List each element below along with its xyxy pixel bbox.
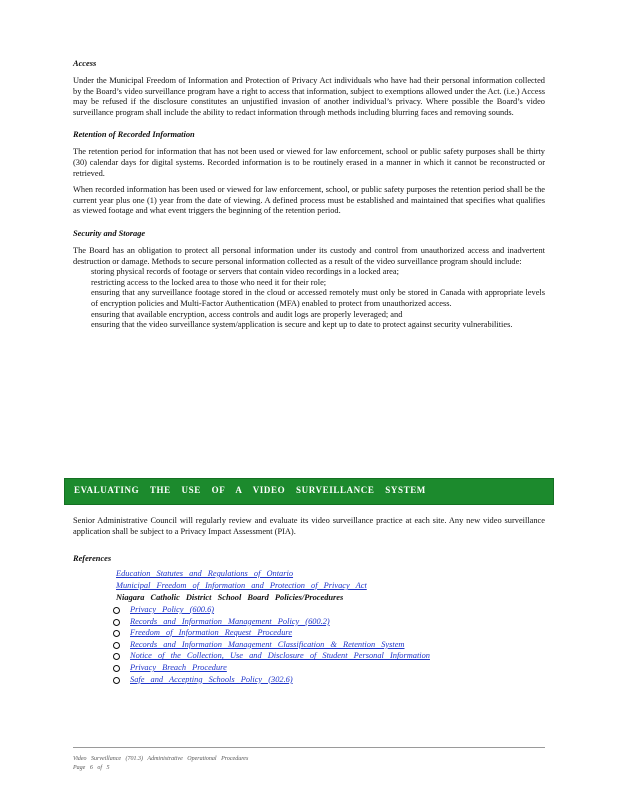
- evaluating-banner: [64, 478, 554, 505]
- footer-divider: [73, 747, 545, 748]
- reference-link-mfippa[interactable]: Municipal Freedom of Information and Protection of Privacy Act: [116, 581, 367, 590]
- evaluating-section: [73, 516, 545, 537]
- list-item: [73, 627, 545, 639]
- references-section: [73, 553, 545, 685]
- circle-bullet-icon: [113, 677, 120, 684]
- footer-title: Video Surveillance (701.3) Administrative Operational Procedures: [73, 756, 249, 762]
- security-list: [73, 267, 545, 331]
- evaluating-body: Senior Administrative Council will regularly review and evaluate its video surveillance practice at each site. Any new video surveillance application shall be subject to a Privacy Impact Assessment (PIA).: [73, 516, 545, 536]
- list-item: ensuring that available encryption, access controls and audit logs are properly leveraged; and: [91, 309, 403, 319]
- policy-link[interactable]: Records and Information Management Policy (600.2): [130, 616, 330, 626]
- security-heading: Security and Storage: [73, 228, 146, 238]
- list-item: storing physical records of footage or servers that contain video recordings in a locked area;: [91, 267, 399, 277]
- circle-bullet-icon: [113, 630, 120, 637]
- list-item: [73, 580, 545, 592]
- retention-heading: Retention of Recorded Information: [73, 130, 195, 140]
- circle-bullet-icon: [113, 642, 120, 649]
- list-item: [73, 639, 545, 651]
- list-item: [73, 662, 545, 674]
- banner-title: EVALUATING THE USE OF A VIDEO SURVEILLANCE SYSTEM: [74, 485, 426, 495]
- policy-link[interactable]: Privacy Policy (600.6): [130, 605, 215, 614]
- footer-page-number: Page 6 of 5: [73, 765, 110, 771]
- retention-paragraph-2: When recorded information has been used or viewed for law enforcement, school, or public safety purposes the retention period shall be the current year plus one (1) year from the date of viewing. A defined process must be established and maintained that specifies what qualifies as viewed footage and what event triggers the beginning of the retention period.: [73, 185, 545, 216]
- page-footer: [73, 755, 248, 773]
- retention-paragraph-1: The retention period for information that has not been used or viewed for law enforcement, school or public safety purposes shall be thirty (30) calendar days for digital systems. Recorded information is to be routinely erased in a manner in which it cannot be reconstructed or retrieved.: [73, 147, 545, 178]
- circle-bullet-icon: [113, 619, 120, 626]
- policy-sub-list: [73, 604, 545, 685]
- reference-link-education-statutes[interactable]: Education Statutes and Regulations of Ontario: [116, 569, 294, 578]
- security-section: [73, 228, 545, 331]
- main-content: [73, 58, 545, 342]
- access-body: Under the Municipal Freedom of Information and Protection of Privacy Act individuals who have had their personal information collected by the Board’s video surveillance program have a right to access that information, subject to exemptions allowed under the Act. (i.e.) Access may be refused if the disclosure constitutes an unjustified invasion of another individual’s privacy. Where possible the Board’s video surveillance program shall include the ability to redact information through methods including blurring faces and removing sounds.: [73, 76, 545, 117]
- circle-bullet-icon: [113, 665, 120, 672]
- security-intro: The Board has an obligation to protect all personal information under its custody and control from unauthorized access and inadvertent destruction or damage. Methods to secure personal information collected as a result of the video surveillance program should include:: [73, 245, 545, 266]
- policy-link[interactable]: Privacy Breach Procedure: [130, 662, 227, 672]
- circle-bullet-icon: [113, 653, 120, 660]
- list-item: [73, 592, 545, 604]
- access-heading: Access: [73, 59, 97, 68]
- references-heading: References: [73, 554, 112, 563]
- list-item: ensuring that any surveillance footage stored in the cloud or accessed remotely must only be stored in Canada with appropriate levels of encryption policies and Multi-Factor Authentication (MFA) enabled to protect from unauthorized access.: [91, 288, 545, 308]
- circle-bullet-icon: [113, 607, 120, 614]
- list-item: [73, 616, 545, 628]
- reference-board-policies: Niagara Catholic District School Board Policies/Procedures: [116, 593, 344, 602]
- policy-link[interactable]: Freedom of Information Request Procedure: [130, 628, 293, 638]
- list-item: [73, 674, 545, 686]
- list-item: [73, 604, 545, 616]
- references-list: [73, 568, 545, 604]
- policy-link[interactable]: Records and Information Management Classification & Retention System: [130, 639, 405, 649]
- list-item: [73, 568, 545, 580]
- access-section: [73, 58, 545, 118]
- policy-link[interactable]: Notice of the Collection, Use and Disclosure of Student Personal Information: [130, 651, 430, 661]
- list-item: restricting access to the locked area to those who need it for their role;: [91, 277, 327, 287]
- list-item: [73, 650, 545, 662]
- list-item: ensuring that the video surveillance system/application is secure and kept up to date to protect against security vulnerabilities.: [91, 320, 513, 330]
- policy-link[interactable]: Safe and Accepting Schools Policy (302.6): [130, 674, 293, 684]
- retention-section: [73, 129, 545, 217]
